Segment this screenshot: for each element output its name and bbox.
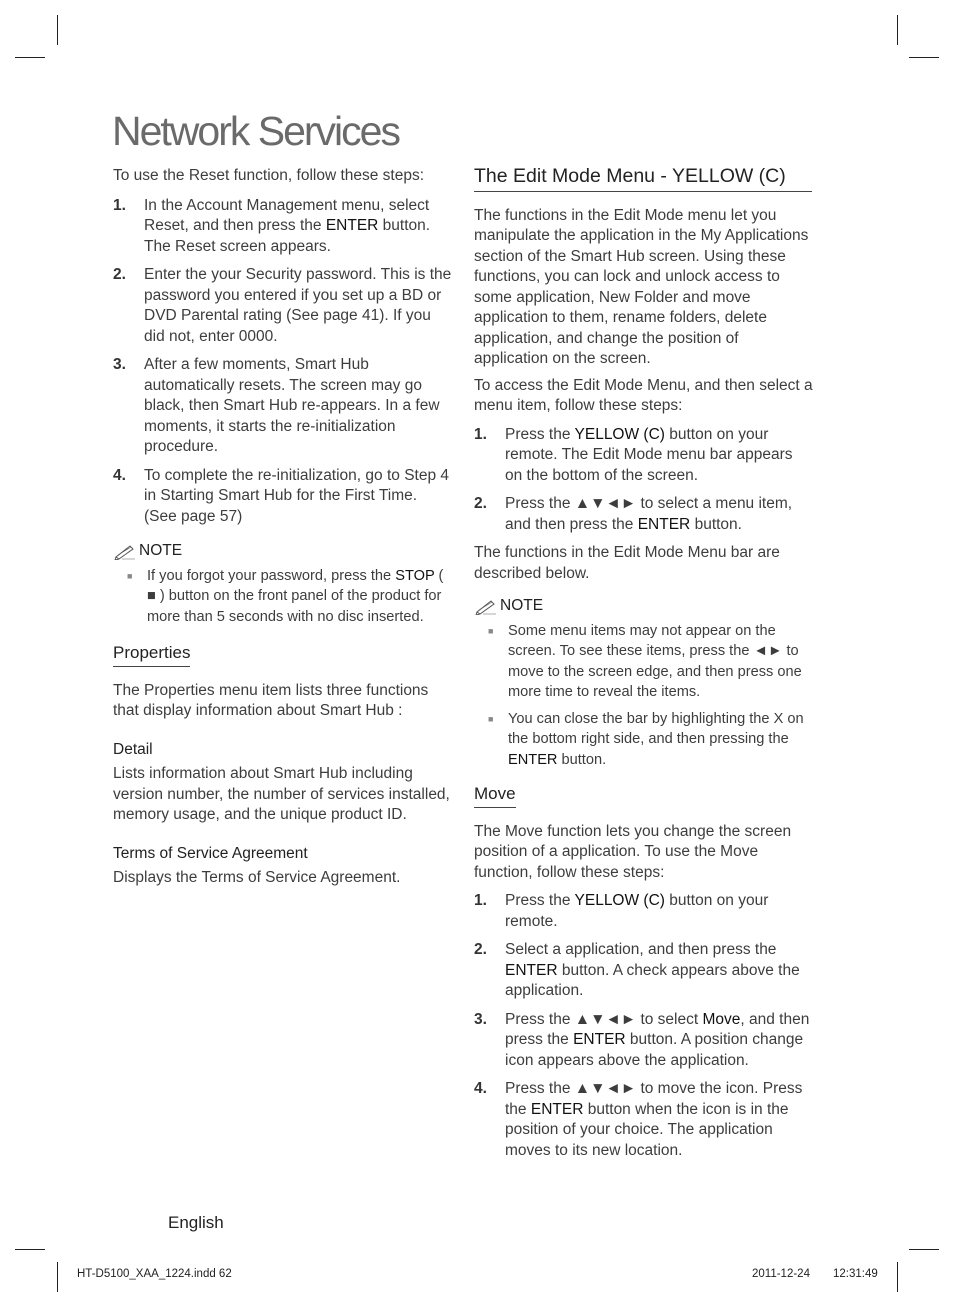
- step-number: 1.: [113, 196, 126, 214]
- bullet-icon: ■: [127, 570, 133, 581]
- tos-text: Displays the Terms of Service Agreement.: [113, 869, 401, 886]
- pencil-icon: [113, 542, 139, 560]
- list-item: [113, 355, 453, 458]
- crop-mark: [57, 15, 58, 45]
- note-label: NOTE: [500, 597, 544, 614]
- page-title: Network Services: [112, 108, 399, 154]
- note-item: [113, 566, 453, 628]
- step-number: 2.: [474, 941, 487, 958]
- step-text: Press the YELLOW (C) button on your remote.: [505, 892, 769, 930]
- note-text: You can close the bar by highlighting the X on the bottom right side, and then pressing the ENTER button.: [508, 710, 804, 768]
- tos-heading: Terms of Service Agreement: [113, 844, 308, 862]
- note-text: If you forgot your password, press the STOP ( ■ ) button on the front panel of the product for more than 5 seconds with no disc inserted.: [147, 567, 444, 625]
- properties-text: The Properties menu item lists three functions that display information about Smart Hub :: [113, 681, 429, 719]
- list-item: [474, 940, 814, 1002]
- step-text: Press the YELLOW (C) button on your remote. The Edit Mode menu bar appears on the bottom of the screen.: [505, 425, 793, 484]
- edit-mode-heading: The Edit Mode Menu - YELLOW (C): [474, 166, 812, 192]
- list-item: [113, 196, 453, 258]
- slug-date: 2011-12-24: [752, 1268, 810, 1280]
- step-number: 2.: [474, 495, 487, 512]
- note-item: [474, 709, 814, 771]
- reset-steps: [113, 196, 453, 528]
- detail-text: Lists information about Smart Hub including version number, the number of services installed, memory usage, and the unique product ID.: [113, 765, 450, 823]
- move-steps: [474, 891, 814, 1161]
- detail-heading: Detail: [113, 740, 153, 758]
- step-text: In the Account Management menu, select Reset, and then press the ENTER button. The Reset screen appears.: [144, 196, 431, 255]
- slug-time: 12:31:49: [833, 1268, 878, 1280]
- step-number: 3.: [113, 356, 126, 373]
- bullet-icon: ■: [488, 625, 494, 636]
- list-item: [474, 494, 814, 535]
- crop-mark: [15, 57, 45, 58]
- step-text: Press the ▲▼◄► to select Move, and then press the ENTER button. A position change icon appears above the application.: [505, 1010, 810, 1069]
- step-number: 1.: [474, 892, 487, 909]
- edit-steps: [474, 425, 814, 536]
- list-item: [474, 1079, 814, 1161]
- reset-intro: To use the Reset function, follow these steps:: [113, 167, 425, 184]
- move-heading: Move: [474, 784, 516, 808]
- footer-language: English: [168, 1213, 224, 1232]
- list-item: [113, 265, 453, 347]
- edit-mode-described: The functions in the Edit Mode Menu bar are described below.: [474, 544, 780, 582]
- edit-mode-access: To access the Edit Mode Menu, and then select a menu item, follow these steps:: [474, 376, 813, 414]
- properties-heading: Properties: [113, 643, 190, 667]
- note-item: [474, 621, 814, 703]
- note-text: Some menu items may not appear on the screen. To see these items, press the ◄► to move to the screen edge, and then press one more time to reveal the items.: [508, 622, 802, 700]
- slug-file: HT-D5100_XAA_1224.indd 62: [77, 1268, 232, 1280]
- crop-mark: [909, 57, 939, 58]
- note-heading: [113, 541, 453, 562]
- left-column: [113, 166, 453, 895]
- step-number: 4.: [474, 1080, 487, 1097]
- step-text: To complete the re-initialization, go to Step 4 in Starting Smart Hub for the First Time. (See page 57): [144, 466, 450, 525]
- crop-mark: [897, 15, 898, 45]
- move-intro: The Move function lets you change the screen position of a application. To use the Move function, follow these steps:: [474, 822, 792, 881]
- list-item: [474, 1010, 814, 1072]
- crop-mark: [897, 1262, 898, 1292]
- step-text: After a few moments, Smart Hub automatically resets. The screen may go black, then Smart Hub re-appears. In a few moments, it starts the re-initialization procedure.: [144, 356, 440, 455]
- step-number: 1.: [474, 425, 487, 443]
- edit-mode-intro: The functions in the Edit Mode menu let you manipulate the application in the My Applications section of the Smart Hub screen. Using these functions, you can lock and unlock access to some application, New Folder and move application to them, rename folders, delete application, and change the position of application on the screen.: [474, 206, 809, 367]
- step-text: Enter the your Security password. This is the password you entered if you set up a BD or DVD Parental rating (See page 41). If you did not, enter 0000.: [144, 266, 452, 345]
- note-heading: [474, 596, 814, 617]
- list-item: [113, 466, 453, 528]
- step-text: Select a application, and then press the ENTER button. A check appears above the application.: [505, 941, 800, 999]
- note-label: NOTE: [139, 542, 183, 559]
- step-number: 2.: [113, 266, 126, 283]
- list-item: [474, 425, 814, 487]
- crop-mark: [57, 1262, 58, 1292]
- step-text: Press the ▲▼◄► to move the icon. Press the ENTER button when the icon is in the position of your choice. The application moves to its new location.: [505, 1080, 803, 1159]
- list-item: [474, 891, 814, 932]
- crop-mark: [909, 1249, 939, 1250]
- bullet-icon: ■: [488, 713, 494, 724]
- step-number: 4.: [113, 466, 126, 484]
- crop-mark: [15, 1249, 45, 1250]
- right-column: [474, 166, 814, 1169]
- step-text: Press the ▲▼◄► to select a menu item, and then press the ENTER button.: [505, 495, 793, 533]
- step-number: 3.: [474, 1010, 487, 1028]
- pencil-icon: [474, 597, 500, 615]
